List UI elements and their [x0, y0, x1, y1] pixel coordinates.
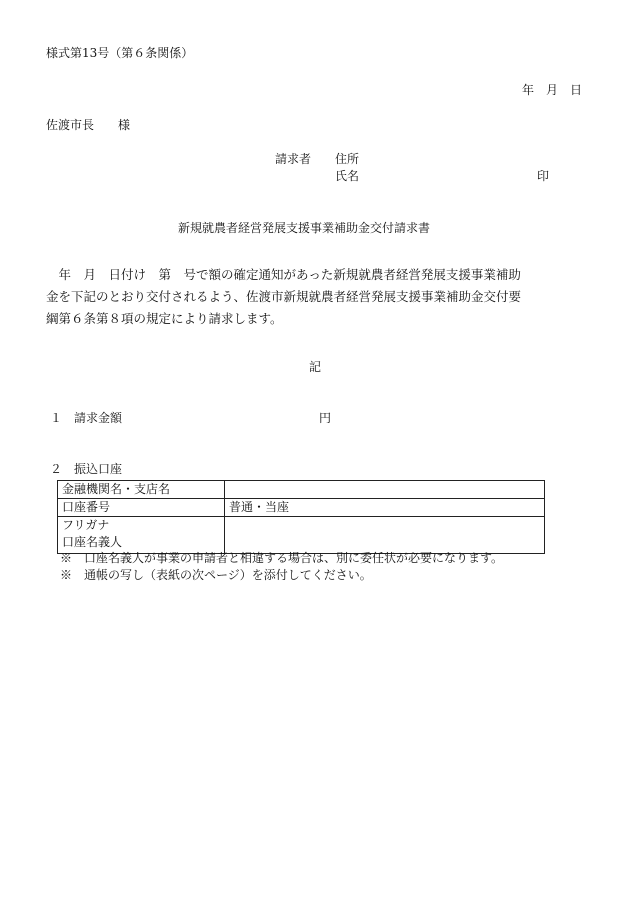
document-title: 新規就農者経営発展支援事業補助金交付請求書 [178, 221, 431, 235]
account-number-label: 口座番号 [58, 499, 225, 517]
table-row [58, 481, 545, 499]
item1-unit: 円 [319, 411, 332, 425]
requester-address-label: 住所 [335, 152, 360, 166]
account-holder-label: 口座名義人 [62, 535, 123, 549]
item1-label: １ 請求金額 [50, 411, 123, 425]
item2-label: ２ 振込口座 [50, 462, 123, 476]
body-paragraph [46, 264, 586, 330]
account-holder-label-cell [58, 517, 225, 554]
note-line: ※ 口座名義人が事業の申請者と相違する場合は、別に委任状が必要になります。 [60, 551, 504, 565]
bank-branch-value[interactable] [225, 481, 545, 499]
bank-account-table [57, 480, 545, 554]
furigana-label: フリガナ [62, 518, 110, 532]
requester-name-label: 氏名 [335, 169, 360, 183]
body-line: 綱第６条第８項の規定により請求します。 [46, 311, 283, 326]
ki-heading: 記 [309, 360, 322, 374]
date-line: 年 月 日 [521, 83, 582, 97]
body-line: 年 月 日付け 第 号で額の確定通知があった新規就農者経営発展支援事業補助 [46, 267, 521, 282]
form-number: 様式第13号（第６条関係） [46, 46, 194, 60]
requester-label: 請求者 [275, 152, 312, 166]
body-line: 金を下記のとおり交付されるよう、佐渡市新規就農者経営発展支援事業補助金交付要 [46, 289, 522, 304]
bank-branch-label: 金融機関名・支店名 [58, 481, 225, 499]
account-number-value[interactable]: 普通・当座 [225, 499, 545, 517]
seal-mark: 印 [537, 169, 550, 183]
note-line: ※ 通帳の写し（表紙の次ページ）を添付してください。 [60, 568, 372, 582]
addressee: 佐渡市長 様 [46, 118, 131, 132]
table-row [58, 499, 545, 517]
account-holder-value[interactable] [225, 517, 545, 554]
table-row [58, 517, 545, 554]
